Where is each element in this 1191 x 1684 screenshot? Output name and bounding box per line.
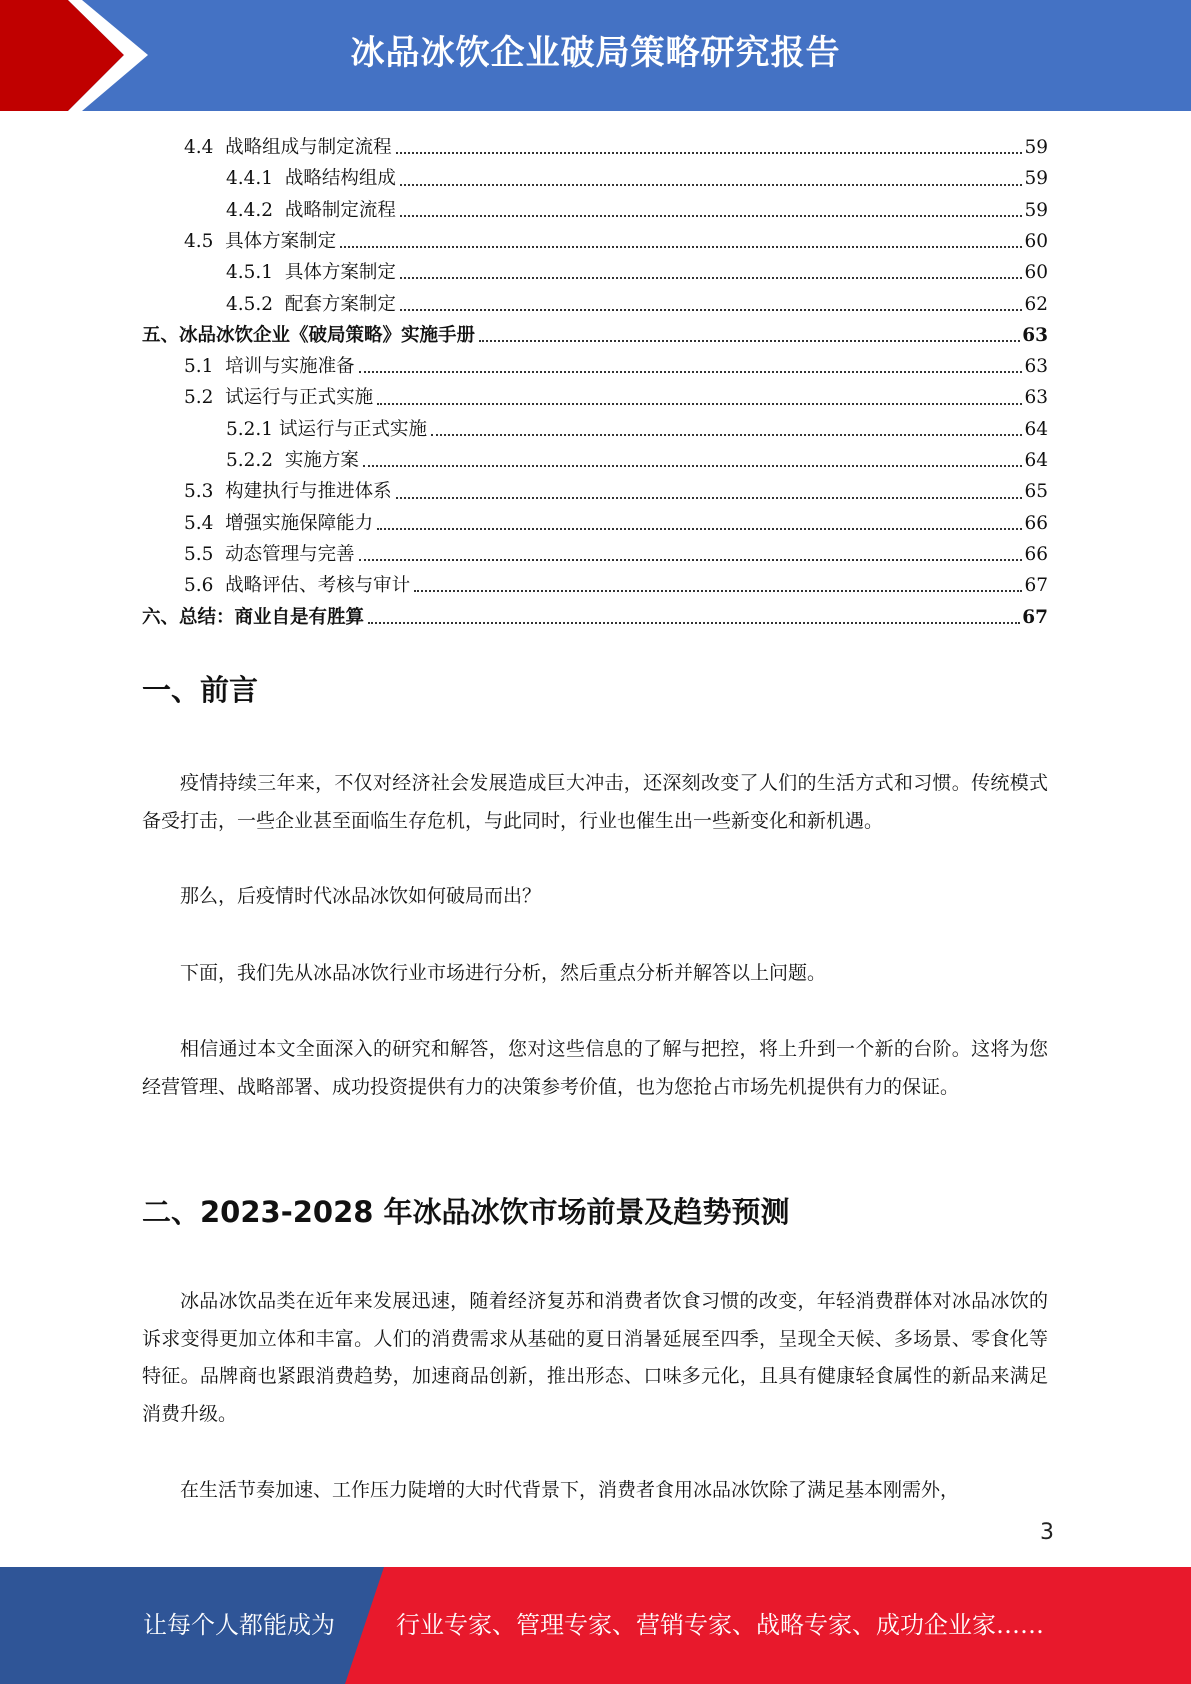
toc-leader — [400, 215, 1023, 217]
toc-entry-chapter[interactable] — [142, 597, 1048, 628]
toc-entry-label: 5.3 构建执行与推进体系 — [184, 481, 392, 503]
toc-entry-page: 67 — [1024, 575, 1048, 597]
toc-entry-page: 64 — [1024, 450, 1048, 472]
toc-leader — [400, 309, 1023, 311]
toc-leader — [340, 246, 1022, 248]
toc-entry[interactable] — [142, 159, 1048, 190]
toc-entry[interactable] — [142, 535, 1048, 566]
toc-entry[interactable] — [142, 128, 1048, 159]
toc-entry-page: 63 — [1024, 356, 1048, 378]
toc-entry-page: 63 — [1022, 324, 1048, 346]
toc-entry[interactable] — [142, 253, 1048, 284]
toc-entry-label: 六、总结：商业自是有胜算 — [142, 606, 365, 628]
body-paragraph: 下面，我们先从冰品冰饮行业市场进行分析，然后重点分析并解答以上问题。 — [180, 962, 827, 984]
toc-leader — [414, 590, 1022, 592]
body-paragraph: 在生活节奏加速、工作压力陡增的大时代背景下，消费者食用冰品冰饮除了满足基本刚需外， — [180, 1479, 960, 1501]
toc-entry[interactable] — [142, 504, 1048, 535]
toc-leader — [479, 340, 1020, 342]
footer-slogan-lead: 让每个人都能成为 — [143, 1611, 335, 1639]
footer-slogan-list: 行业专家、管理专家、营销专家、战略专家、成功企业家…… — [396, 1611, 1044, 1639]
toc-entry-page: 67 — [1022, 606, 1048, 628]
toc-entry-label: 4.5.1 具体方案制定 — [226, 262, 396, 284]
toc-entry[interactable] — [142, 284, 1048, 315]
toc-entry-page: 65 — [1024, 481, 1048, 503]
toc-entry-label: 5.2 试运行与正式实施 — [184, 387, 374, 409]
body-paragraph: 相信通过本文全面深入的研究和解答，您对这些信息的了解与把控，将上升到一个新的台阶。这将为您经营管理、战略部署、成功投资提供有力的决策参考价值，也为您抢占市场先机提供有力的保证。 — [142, 1038, 1048, 1098]
toc-leader — [431, 434, 1022, 436]
toc-entry-page: 60 — [1024, 262, 1048, 284]
toc-entry[interactable] — [142, 347, 1048, 378]
toc-entry-label: 4.4 战略组成与制定流程 — [184, 137, 392, 159]
toc-entry-page: 59 — [1024, 199, 1048, 221]
toc-entry-label: 5.4 增强实施保障能力 — [184, 512, 374, 534]
toc-entry-label: 4.4.2 战略制定流程 — [226, 199, 396, 221]
page-header — [0, 0, 1191, 111]
document-title: 冰品冰饮企业破局策略研究报告 — [350, 33, 841, 73]
toc-leader — [396, 152, 1023, 154]
toc-leader — [400, 277, 1023, 279]
table-of-contents — [142, 128, 1048, 629]
toc-entry-page: 64 — [1024, 418, 1048, 440]
toc-leader — [377, 403, 1022, 405]
toc-leader — [400, 184, 1023, 186]
body-paragraph: 疫情持续三年来，不仅对经济社会发展造成巨大冲击，还深刻改变了人们的生活方式和习惯。传统模式备受打击，一些企业甚至面临生存危机，与此同时，行业也催生出一些新变化和新机遇。 — [142, 772, 1048, 832]
toc-entry-label: 4.5 具体方案制定 — [184, 231, 337, 252]
toc-entry[interactable] — [142, 566, 1048, 597]
toc-entry[interactable] — [142, 191, 1048, 222]
toc-leader — [377, 528, 1022, 530]
toc-entry-page: 63 — [1024, 387, 1048, 409]
toc-leader — [396, 497, 1023, 499]
body-paragraph: 冰品冰饮品类在近年来发展迅速，随着经济复苏和消费者饮食习惯的改变，年轻消费群体对冰品冰饮的诉求变得更加立体和丰富。人们的消费需求从基础的夏日消暑延展至四季，呈现全天候、多场景、零食化等特征。品牌商也紧跟消费趋势，加速商品创新，推出形态、口味多元化，且具有健康轻食属性的新品来满足消费升级。 — [142, 1290, 1048, 1425]
toc-entry-label: 5.1 培训与实施准备 — [184, 356, 355, 378]
toc-entry-page: 59 — [1024, 137, 1048, 159]
section-heading-market-outlook: 二、2023-2028 年冰品冰饮市场前景及趋势预测 — [142, 1195, 790, 1229]
toc-entry-label: 4.5.2 配套方案制定 — [226, 293, 396, 315]
toc-entry-page: 66 — [1024, 512, 1048, 534]
toc-entry-page: 66 — [1024, 543, 1048, 565]
toc-entry-page: 59 — [1024, 168, 1048, 190]
page-footer — [0, 1567, 1191, 1684]
toc-entry-label: 5.2.2 实施方案 — [226, 450, 359, 472]
toc-entry[interactable] — [142, 441, 1048, 472]
toc-entry-chapter[interactable] — [142, 316, 1048, 347]
toc-entry[interactable] — [142, 222, 1048, 253]
toc-entry[interactable] — [142, 378, 1048, 409]
toc-leader — [359, 559, 1023, 561]
toc-leader — [363, 465, 1023, 467]
toc-leader — [359, 371, 1023, 373]
toc-entry-label: 五、冰品冰饮企业《破局策略》实施手册 — [142, 324, 476, 346]
toc-entry-page: 60 — [1024, 231, 1048, 252]
section-heading-preface: 一、前言 — [142, 673, 259, 707]
page-number: 3 — [1040, 1520, 1054, 1545]
toc-entry-label: 5.6 战略评估、考核与审计 — [184, 575, 411, 597]
toc-entry-label: 5.5 动态管理与完善 — [184, 543, 355, 565]
toc-entry[interactable] — [142, 472, 1048, 503]
toc-leader — [368, 622, 1020, 624]
toc-entry-label: 5.2.1 试运行与正式实施 — [226, 418, 427, 440]
toc-entry-label: 4.4.1 战略结构组成 — [226, 168, 396, 190]
toc-entry-page: 62 — [1024, 293, 1048, 315]
body-paragraph: 那么，后疫情时代冰品冰饮如何破局而出？ — [180, 885, 542, 907]
toc-entry[interactable] — [142, 410, 1048, 441]
